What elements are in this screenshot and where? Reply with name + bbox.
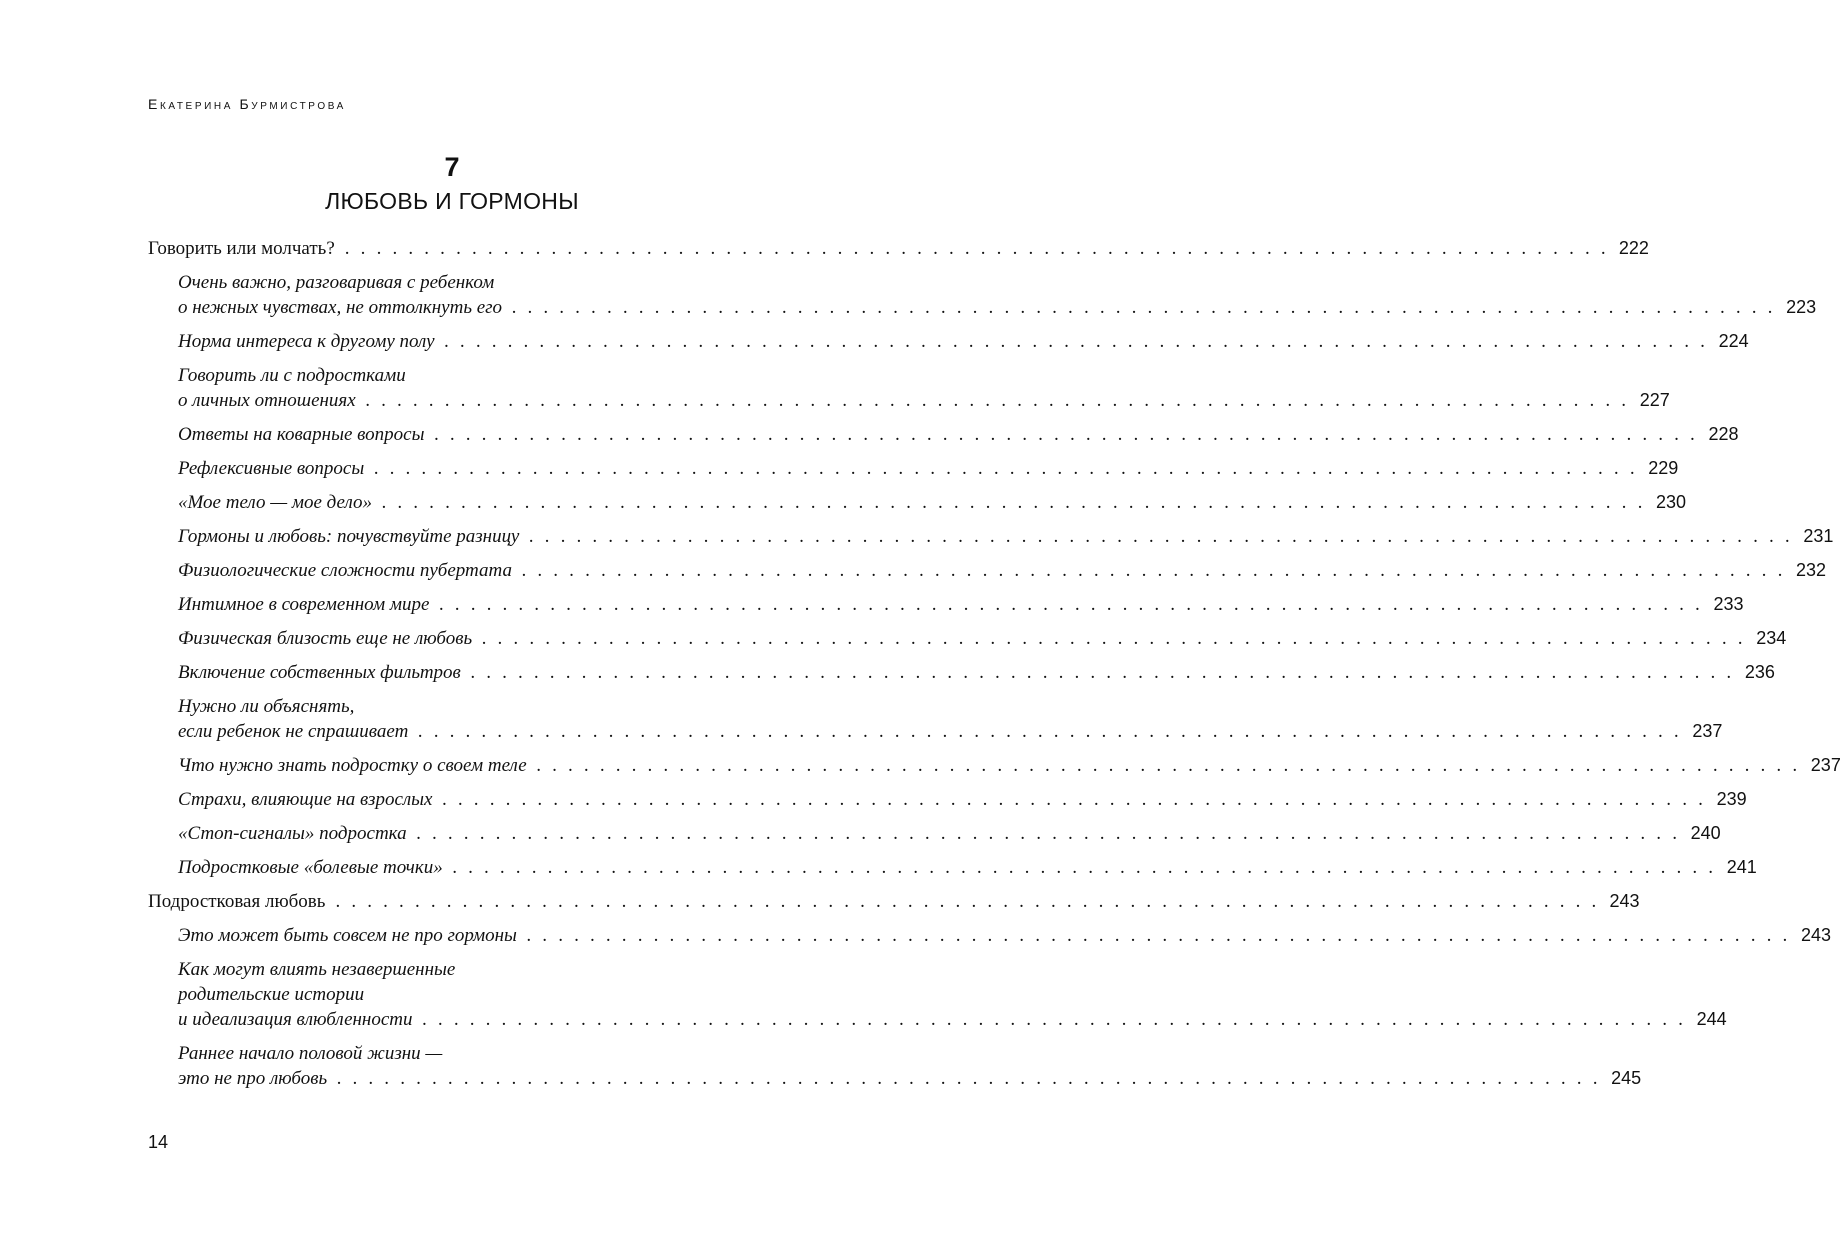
toc-entry-title: Интимное в современном мире <box>178 594 430 615</box>
toc-entry-title: Рефлексивные вопросы <box>178 458 365 479</box>
toc-entry-line <box>178 1066 1642 1091</box>
toc-section-entry[interactable] <box>148 889 1640 914</box>
dot-leader: . . . . . . . . . . . . . . . . . . . . . . . . . . . . . . . . . . . . . . . . . . . . . . . . . . . . . . . . . . . . . . . . . . . . . . . . . . . . . . . . <box>422 1009 1687 1030</box>
toc-page-number: 243 <box>1800 925 1832 945</box>
toc-page-number: 231 <box>1803 526 1834 546</box>
toc-entry-title: Страхи, влияющие на взрослых <box>178 789 433 810</box>
dot-leader: . . . . . . . . . . . . . . . . . . . . . . . . . . . . . . . . . . . . . . . . . . . . . . . . . . . . . . . . . . . . . . . . . . . . . . . . . . . . . . . . <box>470 662 1735 683</box>
toc-entry-title: Что нужно знать подростку о своем теле <box>178 755 527 776</box>
toc-page-number: 224 <box>1718 331 1749 351</box>
toc-subsection-entry[interactable] <box>148 957 1727 1032</box>
toc-entry-line <box>178 626 1787 651</box>
toc-subsection-entry[interactable] <box>148 422 1739 447</box>
toc-entry-line <box>178 957 758 982</box>
toc-entry-title: о личных отношениях <box>178 390 356 411</box>
toc-entry-title: Подростковая любовь <box>148 891 326 912</box>
toc-page-number: 230 <box>1656 492 1687 512</box>
page-number: 14 <box>148 1132 169 1152</box>
toc-entry-title: Раннее начало половой жизни — <box>178 1043 443 1064</box>
toc-entry-line <box>178 388 1670 413</box>
toc-entry-line <box>178 456 1679 481</box>
dot-leader: . . . . . . . . . . . . . . . . . . . . . . . . . . . . . . . . . . . . . . . . . . . . . . . . . . . . . . . . . . . . . . . . . . . . . . . . . . . . . . . . <box>418 721 1683 742</box>
dot-leader: . . . . . . . . . . . . . . . . . . . . . . . . . . . . . . . . . . . . . . . . . . . . . . . . . . . . . . . . . . . . . . . . . . . . . . . . . . . . . . . . <box>381 492 1647 513</box>
toc-page-number: 223 <box>1786 297 1817 317</box>
toc-subsection-entry[interactable] <box>148 456 1679 481</box>
toc-page-number: 239 <box>1716 789 1747 809</box>
toc-entry-line <box>178 982 758 1007</box>
toc-page-number: 228 <box>1708 424 1739 444</box>
dot-leader: . . . . . . . . . . . . . . . . . . . . . . . . . . . . . . . . . . . . . . . . . . . . . . . . . . . . . . . . . . . . . . . . . . . . . . . . . . . . . . . . <box>442 789 1707 810</box>
running-head-author: Екатерина Бурмистрова <box>148 96 346 112</box>
toc-entry-line <box>178 821 1721 846</box>
toc-entry-title: Говорить ли с подростками <box>178 365 406 386</box>
toc-subsection-entry[interactable] <box>148 694 1723 744</box>
toc-entry-line <box>178 329 1749 354</box>
toc-entry-line <box>178 855 1757 880</box>
toc-page-number: 243 <box>1609 891 1640 911</box>
toc-entry-title: Физическая близость еще не любовь <box>178 628 473 649</box>
toc-subsection-entry[interactable] <box>148 753 1841 778</box>
table-of-contents <box>148 236 1841 1091</box>
toc-entry-line <box>148 236 1649 261</box>
toc-page-number: 227 <box>1639 390 1670 410</box>
toc-entry-title: Это может быть совсем не про гормоны <box>178 925 517 946</box>
toc-entry-title: Включение собственных фильтров <box>178 662 461 683</box>
dot-leader: . . . . . . . . . . . . . . . . . . . . . . . . . . . . . . . . . . . . . . . . . . . . . . . . . . . . . . . . . . . . . . . . . . . . . . . . . . . . . . . . <box>529 526 1794 547</box>
chapter-title: ЛЮБОВЬ И ГОРМОНЫ <box>325 188 579 214</box>
dot-leader: . . . . . . . . . . . . . . . . . . . . . . . . . . . . . . . . . . . . . . . . . . . . . . . . . . . . . . . . . . . . . . . . . . . . . . . . . . . . . . . . <box>335 891 1600 912</box>
toc-page-number: 240 <box>1690 823 1721 843</box>
toc-subsection-entry[interactable] <box>148 592 1744 617</box>
toc-entry-line <box>178 923 1832 948</box>
dot-leader: . . . . . . . . . . . . . . . . . . . . . . . . . . . . . . . . . . . . . . . . . . . . . . . . . . . . . . . . . . . . . . . . . . . . . . . . . . . . . . . . <box>439 594 1704 615</box>
dot-leader: . . . . . . . . . . . . . . . . . . . . . . . . . . . . . . . . . . . . . . . . . . . . . . . . . . . . . . . . . . . . . . . . . . . . . . . . . . . . . . . . <box>434 424 1699 445</box>
toc-page-number: 241 <box>1726 857 1757 877</box>
toc-entry-line <box>178 1041 758 1066</box>
toc-subsection-entry[interactable] <box>148 363 1670 413</box>
toc-entry-line <box>178 490 1687 515</box>
toc-page-number: 234 <box>1756 628 1787 648</box>
toc-entry-line <box>178 270 758 295</box>
toc-entry-title: Физиологические сложности пубертата <box>178 560 512 581</box>
toc-entry-line <box>178 694 758 719</box>
toc-entry-line <box>178 363 758 388</box>
toc-entry-title: Как могут влиять незавершенные <box>178 959 456 980</box>
dot-leader: . . . . . . . . . . . . . . . . . . . . . . . . . . . . . . . . . . . . . . . . . . . . . . . . . . . . . . . . . . . . . . . . . . . . . . . . . . . . . . . . <box>536 755 1801 776</box>
toc-subsection-entry[interactable] <box>148 821 1721 846</box>
dot-leader: . . . . . . . . . . . . . . . . . . . . . . . . . . . . . . . . . . . . . . . . . . . . . . . . . . . . . . . . . . . . . . . . . . . . . . . . . . . . . . . . <box>374 458 1639 479</box>
toc-subsection-entry[interactable] <box>148 490 1687 515</box>
toc-entry-line <box>178 660 1775 685</box>
toc-page-number: 233 <box>1713 594 1744 614</box>
toc-page-number: 236 <box>1744 662 1775 682</box>
toc-entry-title: если ребенок не спрашивает <box>178 721 409 742</box>
toc-entry-line <box>178 592 1744 617</box>
toc-entry-line <box>178 524 1834 549</box>
toc-entry-title: родительские истории <box>178 984 365 1005</box>
dot-leader: . . . . . . . . . . . . . . . . . . . . . . . . . . . . . . . . . . . . . . . . . . . . . . . . . . . . . . . . . . . . . . . . . . . . . . . . . . . . . . . . <box>526 925 1791 946</box>
toc-entry-title: Нужно ли объяснять, <box>178 696 355 717</box>
dot-leader: . . . . . . . . . . . . . . . . . . . . . . . . . . . . . . . . . . . . . . . . . . . . . . . . . . . . . . . . . . . . . . . . . . . . . . . . . . . . . . . . <box>512 297 1777 318</box>
dot-leader: . . . . . . . . . . . . . . . . . . . . . . . . . . . . . . . . . . . . . . . . . . . . . . . . . . . . . . . . . . . . . . . . . . . . . . . . . . . . . . . . <box>337 1068 1602 1089</box>
toc-section-entry[interactable] <box>148 236 1649 261</box>
dot-leader: . . . . . . . . . . . . . . . . . . . . . . . . . . . . . . . . . . . . . . . . . . . . . . . . . . . . . . . . . . . . . . . . . . . . . . . . . . . . . . . . <box>365 390 1630 411</box>
toc-subsection-entry[interactable] <box>148 923 1832 948</box>
toc-subsection-entry[interactable] <box>148 524 1834 549</box>
toc-page-number: 229 <box>1648 458 1679 478</box>
toc-entry-line <box>148 889 1640 914</box>
toc-entry-title: это не про любовь <box>178 1068 328 1089</box>
toc-page-number: 244 <box>1696 1009 1727 1029</box>
toc-entry-title: Ответы на коварные вопросы <box>178 424 425 445</box>
toc-subsection-entry[interactable] <box>148 626 1787 651</box>
toc-entry-line <box>178 753 1841 778</box>
toc-entry-title: о нежных чувствах, не оттолкнуть его <box>178 297 503 318</box>
toc-page-number: 237 <box>1810 755 1841 775</box>
toc-subsection-entry[interactable] <box>148 855 1757 880</box>
toc-subsection-entry[interactable] <box>148 787 1747 812</box>
dot-leader: . . . . . . . . . . . . . . . . . . . . . . . . . . . . . . . . . . . . . . . . . . . . . . . . . . . . . . . . . . . . . . . . . . . . . . . . . . . . . . . . <box>452 857 1717 878</box>
toc-entry-line <box>178 558 1827 583</box>
toc-entry-title: «Мое тело — мое дело» <box>178 492 372 513</box>
dot-leader: . . . . . . . . . . . . . . . . . . . . . . . . . . . . . . . . . . . . . . . . . . . . . . . . . . . . . . . . . . . . . . . . . . . . . . . . . . . . . . . . <box>482 628 1747 649</box>
dot-leader: . . . . . . . . . . . . . . . . . . . . . . . . . . . . . . . . . . . . . . . . . . . . . . . . . . . . . . . . . . . . . . . . . . . . . . . . . . . . . . . . <box>416 823 1681 844</box>
toc-entry-title: Гормоны и любовь: почувствуйте разницу <box>178 526 520 547</box>
toc-entry-title: «Стоп-сигналы» подростка <box>178 823 407 844</box>
toc-subsection-entry[interactable] <box>148 660 1775 685</box>
toc-entry-line <box>178 719 1723 744</box>
toc-entry-title: Очень важно, разговаривая с ребенком <box>178 272 495 293</box>
toc-subsection-entry[interactable] <box>148 1041 1642 1091</box>
toc-page-number: 237 <box>1692 721 1723 741</box>
toc-entry-line <box>178 787 1747 812</box>
dot-leader: . . . . . . . . . . . . . . . . . . . . . . . . . . . . . . . . . . . . . . . . . . . . . . . . . . . . . . . . . . . . . . . . . . . . . . . . . . . . . . . . <box>344 238 1609 259</box>
dot-leader: . . . . . . . . . . . . . . . . . . . . . . . . . . . . . . . . . . . . . . . . . . . . . . . . . . . . . . . . . . . . . . . . . . . . . . . . . . . . . . . . <box>444 331 1709 352</box>
toc-subsection-entry[interactable] <box>148 329 1749 354</box>
toc-page-number: 232 <box>1796 560 1827 580</box>
toc-entry-line <box>178 295 1817 320</box>
toc-entry-title: Подростковые «болевые точки» <box>178 857 443 878</box>
toc-page-number: 222 <box>1618 238 1649 258</box>
toc-page-number: 245 <box>1611 1068 1642 1088</box>
toc-entry-title: Норма интереса к другому полу <box>178 331 435 352</box>
toc-entry-title: и идеализация влюбленности <box>178 1009 413 1030</box>
toc-entry-title: Говорить или молчать? <box>148 238 335 259</box>
chapter-number: 7 <box>444 152 460 182</box>
toc-entry-line <box>178 422 1739 447</box>
toc-entry-line <box>178 1007 1727 1032</box>
dot-leader: . . . . . . . . . . . . . . . . . . . . . . . . . . . . . . . . . . . . . . . . . . . . . . . . . . . . . . . . . . . . . . . . . . . . . . . . . . . . . . . . <box>521 560 1787 581</box>
toc-subsection-entry[interactable] <box>148 558 1827 583</box>
toc-subsection-entry[interactable] <box>148 270 1817 320</box>
